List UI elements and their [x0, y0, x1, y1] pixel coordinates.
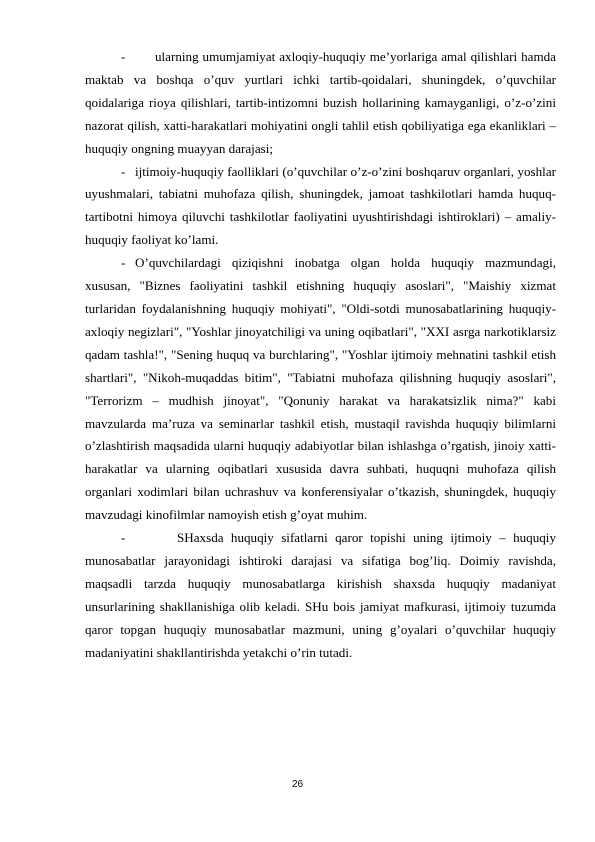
- paragraph-text: ularning umumjamiyat axloqiy-huquqiy me’yorlariga amal qilishlari hamda maktab va boshqa o’quv yurtlari ichki tartib-qoidalari, shuningdek, o’quvchilar qoidalariga rioya qilishlari, tartib-intizomni buzish hollarining kamayganligi, o’z-o’zini nazorat qilish, xatti-harakatlari mohiyatini ongli tahlil etish qobiliyatiga ega ekanliklari – huquqiy ongning muayyan darajasi;: [85, 49, 556, 156]
- bullet-dash: -: [121, 163, 126, 179]
- paragraph-2: [85, 161, 556, 253]
- document-body: [85, 46, 556, 664]
- paragraph-4: [85, 527, 556, 664]
- paragraph-text: SHaxsda huquqiy sifatlarni qaror topishi uning ijtimoiy – huquqiy munosabatlar jarayonidagi ishtiroki darajasi va sifatiga bog’liq. Doimiy ravishda, maqsadli tarzda huquqiy munosabatlarga kirishish shaxsda huquqiy madaniyat unsurlarining shakllanishiga olib keladi. SHu bois jamiyat mafkurasi, ijtimoiy tuzumda qaror topgan huquqiy munosabatlar mazmuni, uning g’oyalari o’quvchilar huquqiy madaniyatini shakllantirishda yetakchi o’rin tutadi.: [85, 530, 556, 660]
- bullet-dash: -: [121, 49, 126, 64]
- paragraph-text: ijtimoiy-huquqiy faolliklari (o’quvchilar o’z-o’zini boshqaruv organlari, yoshlar uyushmalari, tabiatni muhofaza qilish, shuningdek, jamoat tashkilotlari hamda huquq-tartibotni himoya qiluvchi tashkilotlar faoliyatini uyushtirishdagi ishtiroklari) – amaliy-huquqiy faoliyat ko’lami.: [85, 163, 556, 248]
- bullet-dash: -: [121, 530, 126, 546]
- bullet-dash: -: [121, 255, 126, 271]
- paragraph-1: [85, 46, 556, 161]
- page-number: 26: [291, 779, 304, 790]
- paragraph-3: [85, 252, 556, 527]
- paragraph-text: O’quvchilardagi qiziqishni inobatga olgan holda huquqiy mazmundagi, xususan, "Biznes faoliyatini tashkil etishning huquqiy asoslari", "Maishiy xizmat turlaridan foydalanishning huquqiy mohiyati", "Oldi-sotdi munosabatlarining huquqiy-axloqiy negizlari", "Yoshlar jinoyatchiligi va uning oqibatlari", "XXI asrga narkotiklarsiz qadam tashla!", "Sening huquq va burchlaring", "Yoshlar ijtimoiy mehnatini tashkil etish shartlari", "Nikoh-muqaddas bitim", "Tabiatni muhofaza qilishning huquqiy asoslari", "Terrorizm – mudhish jinoyat", "Qonuniy harakat va harakatsizlik nima?" kabi mavzularda ma’ruza va seminarlar tashkil etish, mustaqil ravishda huquqiy bilimlarni o’zlashtirish maqsadida ularni huquqiy adabiyotlar bilan ishlashga o’rgatish, jinoiy xatti-harakatlar va ularning oqibatlari xususida davra suhbati, huquqni muhofaza qilish organlari xodimlari bilan uchrashuv va konferensiyalar o’tkazish, shuningdek, huquqiy mavzudagi kinofilmlar namoyish etish g’oyat muhim.: [85, 255, 556, 523]
